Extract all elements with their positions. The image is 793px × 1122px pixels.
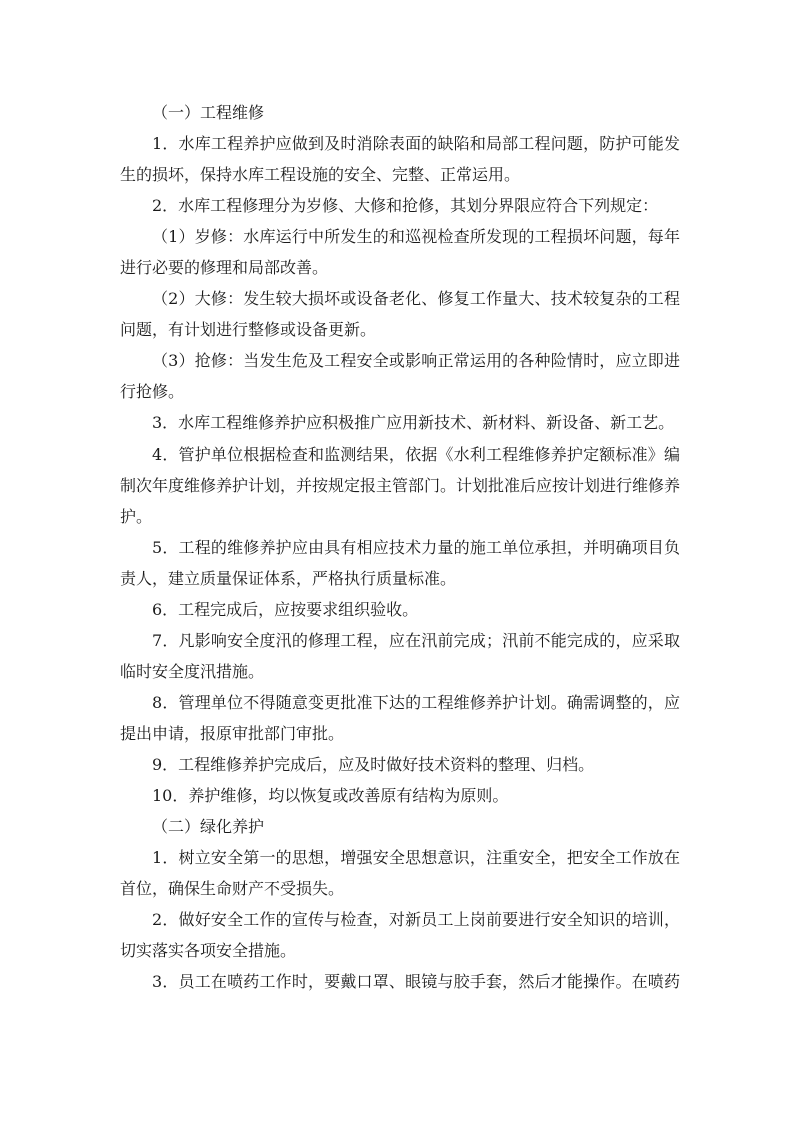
text-line: 1．树立安全第一的思想，增强安全思想意识，注重安全，把安全工作放在 [152,848,680,868]
text-line: 行抢修。 [120,382,185,402]
paragraph [120,190,680,221]
text-line: 临时安全度汛措施。 [120,661,265,681]
text-line: 5．工程的维修养护应由具有相应技术力量的施工单位承担，并明确项目负 [152,537,680,557]
text-line: 护。 [120,506,153,526]
text-line: 6．工程完成后，应按要求组织验收。 [152,599,419,619]
text-line: 切实落实各项安全措施。 [120,941,297,961]
text-line: 3．员工在喷药工作时，要戴口罩、眼镜与胶手套，然后才能操作。在喷药 [152,972,680,992]
text-line: 9．工程维修养护完成后，应及时做好技术资料的整理、归档。 [152,754,595,774]
text-line: （1）岁修：水库运行中所发生的和巡视检查所发现的工程损坏问题，每年 [152,227,680,247]
text-line: 制次年度维修养护计划，并按规定报主管部门。计划批准后应按计划进行维修养 [120,475,681,495]
text-line: 进行必要的修理和局部改善。 [120,258,329,278]
text-line: （一）工程维修 [152,103,265,122]
text-line: （二）绿化养护 [152,817,265,837]
paragraph [120,283,680,345]
text-line: 2．水库工程修理分为岁修、大修和抢修，其划分界限应符合下列规定： [152,196,659,216]
section-heading [120,97,680,128]
text-line: 1．水库工程养护应做到及时消除表面的缺陷和局部工程问题，防护可能发 [152,134,680,154]
paragraph [120,749,680,780]
text-line: 7．凡影响安全度汛的修理工程，应在汛前完成；汛前不能完成的，应采取 [152,630,680,650]
text-line: 首位，确保生命财产不受损失。 [120,879,345,899]
text-line: 生的损坏，保持水库工程设施的安全、完整、正常运用。 [120,165,521,185]
text-line: 4．管护单位根据检查和监测结果，依据《水利工程维修养护定额标准》编 [152,444,680,464]
text-line: （3）抢修：当发生危及工程安全或影响正常运用的各种险情时，应立即进 [152,351,680,371]
text-line: 3．水库工程维修养护应积极推广应用新技术、新材料、新设备、新工艺。 [152,413,675,433]
text-line: 2．做好安全工作的宣传与检查，对新员工上岗前要进行安全知识的培训， [152,910,680,930]
paragraph [120,221,680,283]
paragraph [120,687,680,749]
document-body [120,97,680,997]
paragraph [120,904,680,966]
paragraph [120,439,680,532]
text-line: 责人，建立质量保证体系，严格执行质量标准。 [120,568,457,588]
text-line: 问题，有计划进行整修或设备更新。 [120,320,377,340]
paragraph [120,407,680,438]
text-line: 提出申请，报原审批部门审批。 [120,723,345,743]
text-line: 8．管理单位不得随意变更批准下达的工程维修养护计划。确需调整的，应 [152,692,680,712]
section-heading [120,811,680,842]
paragraph [120,594,680,625]
paragraph [120,966,680,997]
text-line: 10．养护维修，均以恢复或改善原有结构为原则。 [152,786,509,806]
text-line: （2）大修：发生较大损坏或设备老化、修复工作量大、技术较复杂的工程 [152,289,680,309]
paragraph [120,128,680,190]
paragraph [120,532,680,594]
paragraph [120,625,680,687]
paragraph [120,780,680,811]
paragraph [120,345,680,407]
paragraph [120,842,680,904]
